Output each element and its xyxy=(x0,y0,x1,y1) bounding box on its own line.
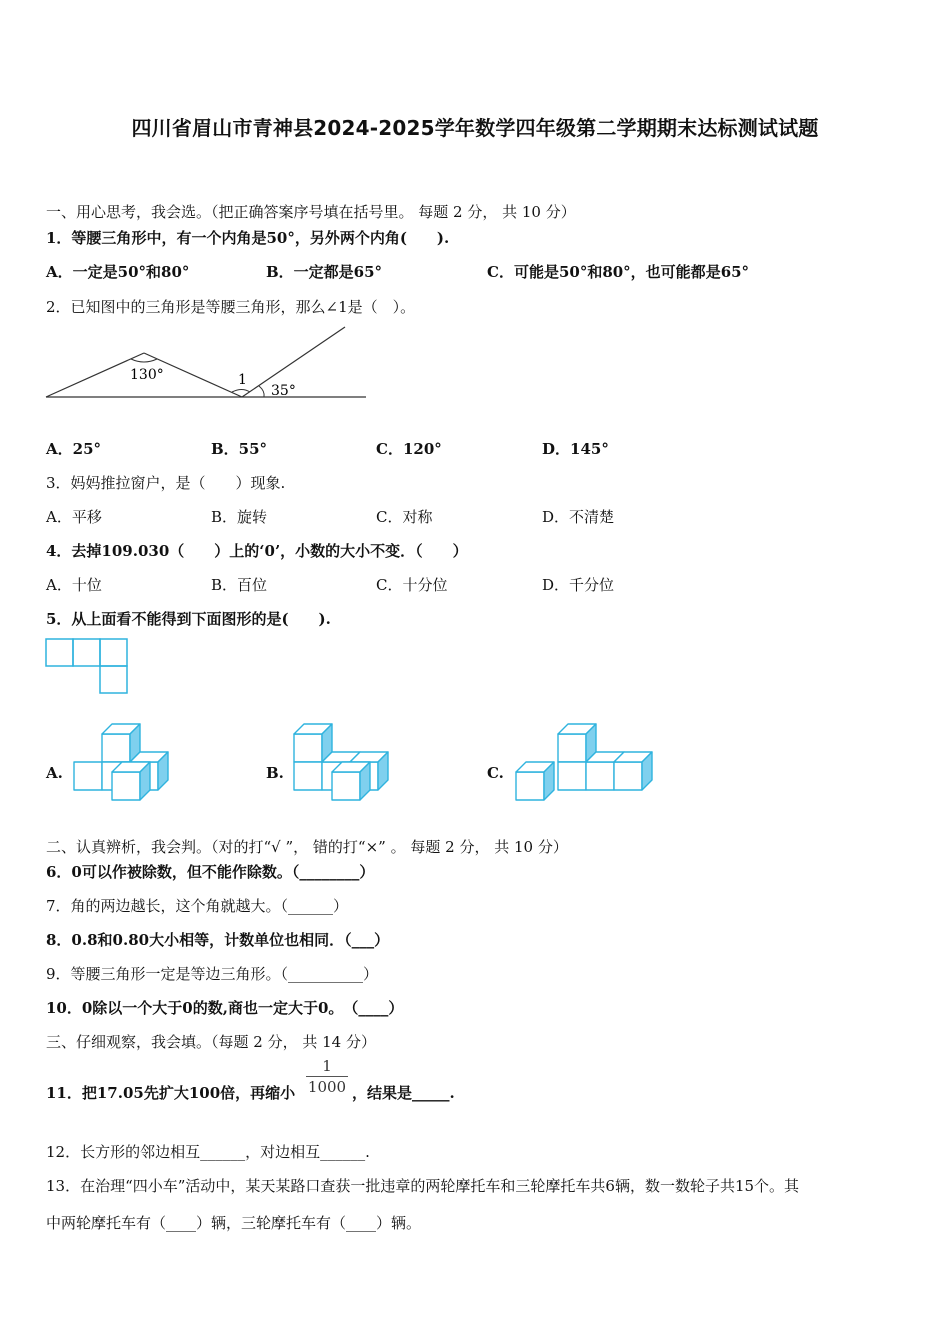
question-3: 3．妈妈推拉窗户，是（ ）现象. xyxy=(46,474,286,492)
q2-option-b: B．55° xyxy=(211,440,268,458)
question-11 xyxy=(46,1082,295,1103)
page-title: 四川省眉山市青神县2024-2025学年数学四年级第二学期期末达标测试试题 xyxy=(131,116,819,140)
fraction-numerator: 1 xyxy=(322,1057,332,1075)
top-view-figure xyxy=(45,638,129,696)
q5-option-b-cubes[interactable] xyxy=(292,721,402,803)
q11-text-before: 11．把17.05先扩大100倍，再缩小 xyxy=(46,1084,296,1102)
q4-option-a: A．十位 xyxy=(46,576,102,594)
q3-option-c: C．对称 xyxy=(376,508,433,526)
fraction-denominator: 1000 xyxy=(307,1078,347,1096)
question-8: 8．0.8和0.80大小相等，计数单位也相同．（___） xyxy=(46,931,390,949)
question-10: 10．0除以一个大于0的数,商也一定大于0。 （____） xyxy=(46,999,404,1017)
q3-option-a: A．平移 xyxy=(46,508,102,526)
question-13-line-2: 中两轮摩托车有（____）辆，三轮摩托车有（____）辆。 xyxy=(46,1214,422,1232)
q3-option-b: B．旋转 xyxy=(211,508,268,526)
angle-label-35: 35° xyxy=(271,383,296,399)
question-6: 6．0可以作被除数，但不能作除数。（________） xyxy=(46,863,375,881)
q1-option-c: C．可能是50°和80°，也可能都是65° xyxy=(487,263,750,281)
q5-option-a: A. xyxy=(46,764,63,782)
section-2-heading: 二、认真辨析，我会判。（对的打“√ ”， 错的打“×” 。 每题 2 分， 共 10 分） xyxy=(46,838,568,856)
q4-option-c: C．十分位 xyxy=(376,576,448,594)
angle-label-130: 130° xyxy=(130,367,164,383)
q5-option-b: B. xyxy=(266,764,284,782)
question-13-line-1: 13．在治理“四小车”活动中，某天某路口查获一批违章的两轮摩托车和三轮摩托车共6辆，数一数轮子共15个。其 xyxy=(46,1177,800,1195)
q5-option-c-cubes[interactable] xyxy=(514,721,659,803)
q1-option-a: A．一定是50°和80° xyxy=(46,263,190,281)
q4-option-d: D．千分位 xyxy=(542,576,615,594)
q2-option-d: D．145° xyxy=(542,440,609,458)
question-12: 12．长方形的邻边相互______，对边相互______. xyxy=(46,1143,370,1161)
q5-option-c: C. xyxy=(487,764,504,782)
q2-option-c: C．120° xyxy=(376,440,442,458)
q11-text-after: ，结果是_____. xyxy=(352,1084,455,1102)
section-1-heading: 一、用心思考，我会选。（把正确答案序号填在括号里。 每题 2 分， 共 10 分） xyxy=(46,203,576,221)
angle-label-1: 1 xyxy=(238,372,247,388)
question-4: 4．去掉109.030（ ）上的‘0’，小数的大小不变．（ ） xyxy=(46,542,468,560)
question-9: 9．等腰三角形一定是等边三角形。（__________） xyxy=(46,965,379,983)
question-7: 7．角的两边越长，这个角就越大。（______） xyxy=(46,897,349,915)
section-3-heading: 三、仔细观察，我会填。（每题 2 分， 共 14 分） xyxy=(46,1033,376,1051)
q3-option-d: D．不清楚 xyxy=(542,508,615,526)
fraction-1-1000 xyxy=(306,1057,348,1096)
q1-option-b: B．一定都是65° xyxy=(266,263,383,281)
triangle-angle-figure xyxy=(44,325,374,405)
question-5: 5．从上面看不能得到下面图形的是( ). xyxy=(46,610,331,628)
q5-option-a-cubes[interactable] xyxy=(72,721,182,803)
q2-option-a: A．25° xyxy=(46,440,102,458)
question-1: 1．等腰三角形中，有一个内角是50°，另外两个内角( ). xyxy=(46,229,450,247)
q4-option-b: B．百位 xyxy=(211,576,268,594)
question-2: 2．已知图中的三角形是等腰三角形，那么∠1是（ ）。 xyxy=(46,298,416,316)
